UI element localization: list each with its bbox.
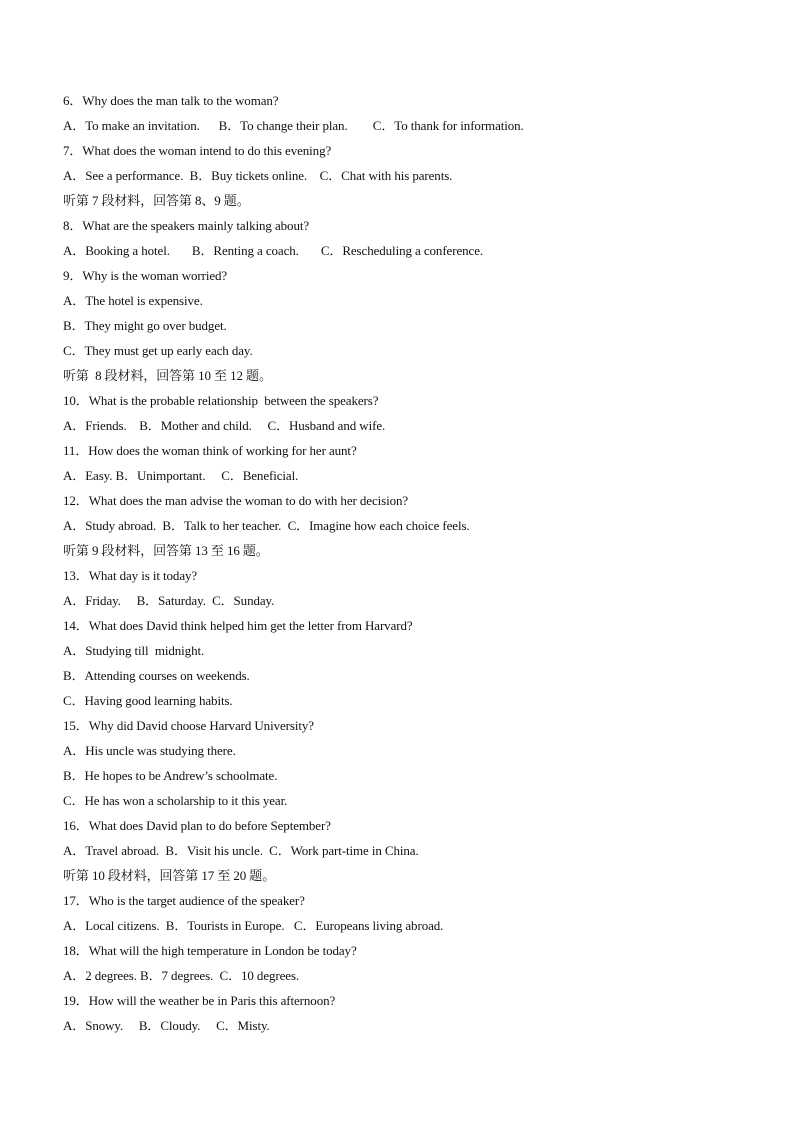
option-14a: A．Studying till midnight.: [63, 643, 205, 658]
option-9c: C．They must get up early each day.: [63, 343, 253, 358]
options-13: A．Friday. B．Saturday. C．Sunday.: [63, 593, 275, 608]
options-18: A．2 degrees. B．7 degrees. C．10 degrees.: [63, 968, 300, 983]
question-10: 10．What is the probable relationship between the speakers?: [63, 393, 379, 408]
question-7: 7．What does the woman intend to do this evening?: [63, 143, 332, 158]
question-19: 19．How will the weather be in Paris this afternoon?: [63, 993, 336, 1008]
question-9: 9．Why is the woman worried?: [63, 268, 228, 283]
section-header-9: 听第 9 段材料，回答第 13 至 16 题。: [63, 543, 269, 558]
option-14b: B．Attending courses on weekends.: [63, 668, 250, 683]
question-16: 16．What does David plan to do before September?: [63, 818, 331, 833]
section-header-7: 听第 7 段材料，回答第 8、9 题。: [63, 193, 250, 208]
question-12: 12．What does the man advise the woman to do with her decision?: [63, 493, 409, 508]
section-header-10: 听第 10 段材料，回答第 17 至 20 题。: [63, 868, 276, 883]
options-17: A．Local citizens. B．Tourists in Europe. C．Europeans living abroad.: [63, 918, 444, 933]
option-9a: A．The hotel is expensive.: [63, 293, 203, 308]
options-8: A．Booking a hotel. B．Renting a coach. C．Rescheduling a conference.: [63, 243, 484, 258]
question-6: 6．Why does the man talk to the woman?: [63, 93, 279, 108]
options-10: A．Friends. B．Mother and child. C．Husband and wife.: [63, 418, 386, 433]
option-15c: C．He has won a scholarship to it this year.: [63, 793, 288, 808]
exam-page: [63, 88, 763, 1038]
question-15: 15．Why did David choose Harvard University?: [63, 718, 314, 733]
options-12: A．Study abroad. B．Talk to her teacher. C．Imagine how each choice feels.: [63, 518, 470, 533]
question-14: 14．What does David think helped him get the letter from Harvard?: [63, 618, 413, 633]
question-17: 17．Who is the target audience of the speaker?: [63, 893, 305, 908]
question-8: 8．What are the speakers mainly talking about?: [63, 218, 310, 233]
options-11: A．Easy. B．Unimportant. C．Beneficial.: [63, 468, 299, 483]
options-7: A．See a performance. B．Buy tickets online. C．Chat with his parents.: [63, 168, 453, 183]
option-9b: B．They might go over budget.: [63, 318, 227, 333]
question-18: 18．What will the high temperature in London be today?: [63, 943, 357, 958]
question-11: 11．How does the woman think of working for her aunt?: [63, 443, 357, 458]
options-16: A．Travel abroad. B．Visit his uncle. C．Work part-time in China.: [63, 843, 419, 858]
option-14c: C．Having good learning habits.: [63, 693, 233, 708]
option-15b: B．He hopes to be Andrew’s schoolmate.: [63, 768, 278, 783]
options-6: A．To make an invitation. B．To change their plan. C．To thank for information.: [63, 118, 524, 133]
question-13: 13．What day is it today?: [63, 568, 198, 583]
option-15a: A．His uncle was studying there.: [63, 743, 236, 758]
section-header-8: 听第 8 段材料，回答第 10 至 12 题。: [63, 368, 272, 383]
options-19: A．Snowy. B．Cloudy. C．Misty.: [63, 1018, 270, 1033]
